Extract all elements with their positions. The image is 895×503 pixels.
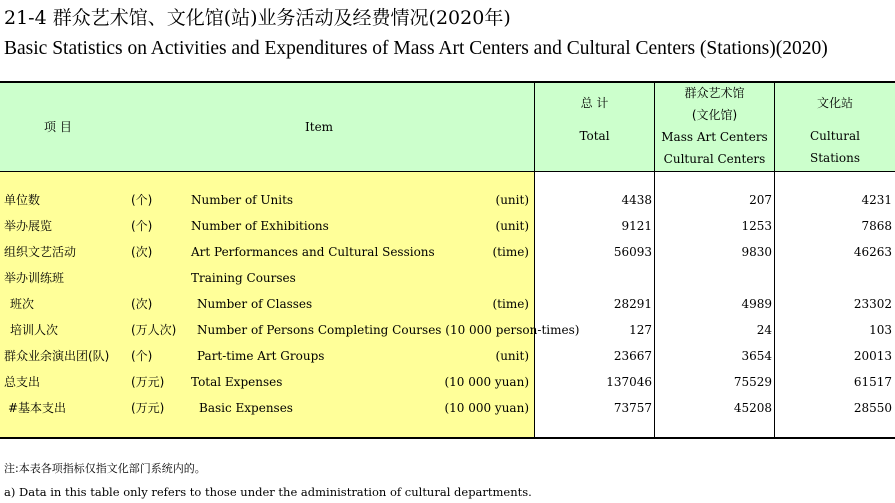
row-label-cn: 总支出 <box>4 375 41 389</box>
table-row <box>0 317 895 343</box>
cell-station: 7868 <box>861 219 892 233</box>
row-unit-cn: (个) <box>131 349 153 363</box>
row-unit-cn: (个) <box>131 219 153 233</box>
cell-station: 4231 <box>861 193 892 207</box>
statistics-table <box>0 81 895 439</box>
cell-mass-art: 1253 <box>741 219 772 233</box>
table-row <box>0 265 895 291</box>
header-station <box>775 92 895 169</box>
header-item-en: Item <box>305 120 334 134</box>
cell-total: 73757 <box>613 401 652 415</box>
table-row <box>0 239 895 265</box>
cell-mass-art: 3654 <box>741 349 772 363</box>
table-row <box>0 213 895 239</box>
row-label-cn: 群众业余演出团(队) <box>4 349 110 363</box>
row-unit-en: (time) <box>492 297 529 311</box>
row-label-en: Number of Units <box>191 193 294 207</box>
row-unit-cn: (万人次) <box>131 323 177 337</box>
row-unit-cn: (个) <box>131 193 153 207</box>
row-label-en: Total Expenses <box>191 375 283 389</box>
cell-total: 9121 <box>621 219 652 233</box>
header-total <box>535 92 654 147</box>
table-row <box>0 343 895 369</box>
header-station-en-1: Cultural <box>809 129 861 143</box>
row-unit-en: (unit) <box>495 219 529 233</box>
cell-station: 20013 <box>853 349 892 363</box>
table-row <box>0 395 895 421</box>
table-row <box>0 369 895 395</box>
row-label-en: Art Performances and Cultural Sessions <box>191 245 435 259</box>
header-station-cn: 文化站 <box>816 96 853 110</box>
table-row <box>0 187 895 213</box>
cell-mass-art: 4989 <box>741 297 772 311</box>
row-label-cn: 单位数 <box>4 193 41 207</box>
row-label-cn: 班次 <box>10 297 35 311</box>
cell-mass-art: 9830 <box>741 245 772 259</box>
row-label-cn: 举办展览 <box>4 219 53 233</box>
row-label-en: Training Courses <box>191 271 296 285</box>
row-label-en: Basic Expenses <box>199 401 293 415</box>
row-unit-cn: (万元) <box>131 375 165 389</box>
row-label-cn: #基本支出 <box>8 401 67 415</box>
row-label-cn: 组织文艺活动 <box>4 245 77 259</box>
header-item-cn: 项 目 <box>44 120 72 134</box>
row-label-en: Number of Persons Completing Courses (10 000 person-times) <box>197 323 580 337</box>
row-unit-en: (unit) <box>495 349 529 363</box>
cell-total: 56093 <box>613 245 652 259</box>
footnote-cn: 注:本表各项指标仅指文化部门系统内的。 <box>4 462 206 475</box>
cell-total: 127 <box>629 323 652 337</box>
cell-station: 103 <box>869 323 892 337</box>
cell-station: 23302 <box>853 297 892 311</box>
row-label-cn: 举办训练班 <box>4 271 65 285</box>
table-title-en: Basic Statistics on Activities and Expenditures of Mass Art Centers and Cultural Centers (Stations)(2020) <box>4 38 828 59</box>
header-mass-en-2: Cultural Centers <box>663 152 766 166</box>
cell-total: 23667 <box>613 349 652 363</box>
row-label-en: Number of Exhibitions <box>191 219 329 233</box>
row-unit-en: (unit) <box>495 193 529 207</box>
cell-total: 28291 <box>613 297 652 311</box>
row-unit-en: (10 000 yuan) <box>444 401 529 415</box>
header-mass-en-1: Mass Art Centers <box>661 130 768 144</box>
header-rule <box>0 171 895 172</box>
row-label-en: Number of Classes <box>197 297 313 311</box>
table-row <box>0 291 895 317</box>
row-unit-cn: (万元) <box>131 401 165 415</box>
header-station-en-2: Stations <box>810 151 860 165</box>
row-unit-cn: (次) <box>131 245 153 259</box>
footnote-en: a) Data in this table only refers to those under the administration of cultural departments. <box>4 485 532 499</box>
table-title-cn: 21-4 群众艺术馆、文化馆(站)业务活动及经费情况(2020年) <box>4 7 511 29</box>
cell-total: 4438 <box>621 193 652 207</box>
cell-mass-art: 45208 <box>733 401 772 415</box>
header-mass-cn-1: 群众艺术馆 <box>684 86 745 100</box>
header-mass-cn-2: (文化馆) <box>691 108 738 122</box>
row-label-cn: 培训人次 <box>10 323 59 337</box>
header-total-cn: 总 计 <box>580 96 609 110</box>
header-total-en: Total <box>579 129 610 143</box>
cell-station: 46263 <box>853 245 892 259</box>
cell-mass-art: 24 <box>756 323 772 337</box>
cell-station: 61517 <box>853 375 892 389</box>
table-bottom-rule <box>0 437 895 439</box>
cell-mass-art: 207 <box>749 193 772 207</box>
cell-station: 28550 <box>853 401 892 415</box>
cell-mass-art: 75529 <box>733 375 772 389</box>
row-unit-en: (time) <box>492 245 529 259</box>
row-unit-cn: (次) <box>131 297 153 311</box>
row-label-en: Part-time Art Groups <box>197 349 325 363</box>
row-unit-en: (10 000 yuan) <box>444 375 529 389</box>
cell-total: 137046 <box>606 375 652 389</box>
header-mass-art <box>655 82 774 170</box>
